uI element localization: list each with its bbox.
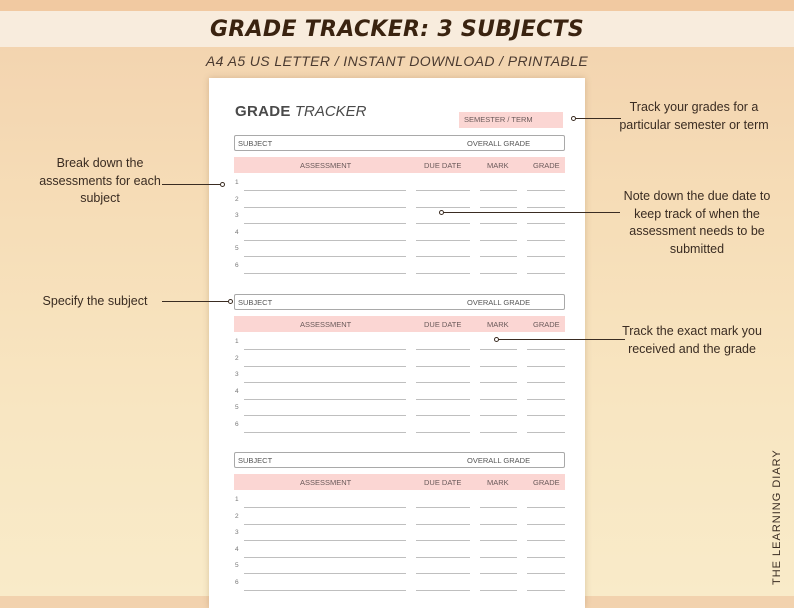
row-number: 6 [235,262,239,269]
due-date-line [416,540,470,541]
assessment-row [234,402,565,418]
callout-mark: Track the exact mark you received and the grade [622,324,762,356]
assessment-row [234,194,565,210]
row-number: 6 [235,579,239,586]
grade-line [527,590,565,591]
assessment-line [244,207,406,208]
row-number: 1 [235,338,239,345]
assessment-row [234,577,565,593]
assessment-row [234,369,565,385]
callout-semester-dot [571,116,576,121]
mark-line [480,540,517,541]
row-number: 5 [235,404,239,412]
banner-title: GRADE TRACKER: 3 SUBJECTS [209,16,585,42]
due-date-line [416,207,470,208]
mark-line [480,256,517,257]
assessment-line [244,415,406,416]
assessment-line [244,366,406,367]
row-number: 4 [235,387,239,395]
assessment-line [244,382,406,383]
assessment-line [244,432,406,433]
grade-line [527,415,565,416]
due-date-line [416,573,470,574]
assessment-line [244,190,406,191]
mark-line [480,273,517,274]
callout-semester-line [575,118,621,119]
row-number: 4 [235,228,239,236]
semester-field: SEMESTER / TERM [459,112,563,128]
doc-title-italic: TRACKER [294,103,367,120]
assessment-line [244,256,406,257]
subject-label: SUBJECT [238,456,273,465]
assessment-line [244,573,406,574]
row-number: 4 [235,545,239,553]
brand-label: THE LEARNING DIARY [771,449,783,585]
assessment-row [234,419,565,435]
subject-label: SUBJECT [238,139,273,148]
callout-subject: Specify the subject [42,294,148,308]
due-date-line [416,507,470,508]
row-number: 2 [235,512,239,520]
grade-line [527,223,565,224]
due-date-line [416,273,470,274]
column-assessment: ASSESSMENT [300,320,352,329]
subject-row [234,294,565,310]
due-date-line [416,240,470,241]
grade-line [527,507,565,508]
column-mark: MARK [487,320,509,329]
assessment-row [234,560,565,576]
mark-line [480,366,517,367]
due-date-line [416,382,470,383]
mark-line [480,190,517,191]
row-number: 1 [235,496,239,503]
grade-line [527,190,565,191]
column-due-date: DUE DATE [424,161,462,170]
overall-grade-label: OVERALL GRADE [467,456,531,465]
column-mark: MARK [487,478,509,487]
assessment-row [234,527,565,543]
assessment-line [244,240,406,241]
mark-line [480,524,517,525]
column-due-date: DUE DATE [424,320,462,329]
callout-due-date: Note down the due date to keep track of when the assessment needs to be submitted [623,189,771,256]
due-date-line [416,399,470,400]
column-grade: GRADE [533,478,560,487]
callout-due-date-line [443,212,620,213]
printable-page [209,78,585,608]
callout-semester: Track your grades for a particular semester or term [619,100,769,132]
assessment-row [234,227,565,243]
due-date-line [416,590,470,591]
row-number: 2 [235,354,239,362]
callout-breakdown-dot [220,182,225,187]
row-number: 5 [235,245,239,253]
grade-line [527,366,565,367]
callout-due-date-dot [439,210,444,215]
assessment-line [244,273,406,274]
assessment-line [244,349,406,350]
column-mark: MARK [487,161,509,170]
assessment-row [234,243,565,259]
assessment-line [244,507,406,508]
row-number: 6 [235,421,239,428]
due-date-line [416,557,470,558]
assessment-row [234,353,565,369]
assessment-row [234,544,565,560]
assessment-header-row [234,316,565,332]
grade-line [527,273,565,274]
grade-line [527,207,565,208]
row-number: 3 [235,212,239,220]
column-due-date: DUE DATE [424,478,462,487]
grade-line [527,573,565,574]
due-date-line [416,223,470,224]
banner-subtitle: A4 A5 US LETTER / INSTANT DOWNLOAD / PRINTABLE [205,53,589,69]
row-number: 5 [235,562,239,570]
subject-row [234,452,565,468]
callout-breakdown-line [162,184,222,185]
due-date-line [416,366,470,367]
callout-subject-line [162,301,230,302]
due-date-line [416,524,470,525]
doc-title [235,103,367,120]
assessment-row [234,494,565,510]
overall-grade-label: OVERALL GRADE [467,298,531,307]
row-number: 2 [235,195,239,203]
assessment-line [244,557,406,558]
assessment-line [244,223,406,224]
mark-line [480,507,517,508]
assessment-line [244,540,406,541]
assessment-header-row [234,474,565,490]
mark-line [480,573,517,574]
grade-line [527,240,565,241]
grade-line [527,399,565,400]
assessment-line [244,399,406,400]
mark-line [480,590,517,591]
assessment-row [234,386,565,402]
subject-label: SUBJECT [238,298,273,307]
grade-line [527,540,565,541]
mark-line [480,207,517,208]
column-assessment: ASSESSMENT [300,161,352,170]
mark-line [480,399,517,400]
mark-line [480,432,517,433]
assessment-line [244,590,406,591]
due-date-line [416,415,470,416]
mark-line [480,223,517,224]
assessment-row [234,511,565,527]
column-assessment: ASSESSMENT [300,478,352,487]
row-number: 3 [235,371,239,379]
mark-line [480,382,517,383]
due-date-line [416,432,470,433]
due-date-line [416,349,470,350]
title-banner [0,11,794,47]
grade-line [527,557,565,558]
callout-mark-line [498,339,625,340]
subject-row [234,135,565,151]
due-date-line [416,190,470,191]
overall-grade-label: OVERALL GRADE [467,139,531,148]
top-bar [0,0,794,11]
column-grade: GRADE [533,320,560,329]
assessment-header-row [234,157,565,173]
grade-line [527,524,565,525]
due-date-line [416,256,470,257]
callout-subject-dot [228,299,233,304]
column-grade: GRADE [533,161,560,170]
grade-line [527,349,565,350]
grade-line [527,432,565,433]
mark-line [480,349,517,350]
mark-line [480,557,517,558]
assessment-line [244,524,406,525]
assessment-row [234,260,565,276]
row-number: 3 [235,529,239,537]
callout-breakdown: Break down the assessments for each subject [39,156,161,205]
grade-line [527,256,565,257]
assessment-row [234,177,565,193]
doc-title-bold: GRADE [235,103,291,120]
row-number: 1 [235,179,239,186]
grade-line [527,382,565,383]
mark-line [480,415,517,416]
callout-mark-dot [494,337,499,342]
mark-line [480,240,517,241]
